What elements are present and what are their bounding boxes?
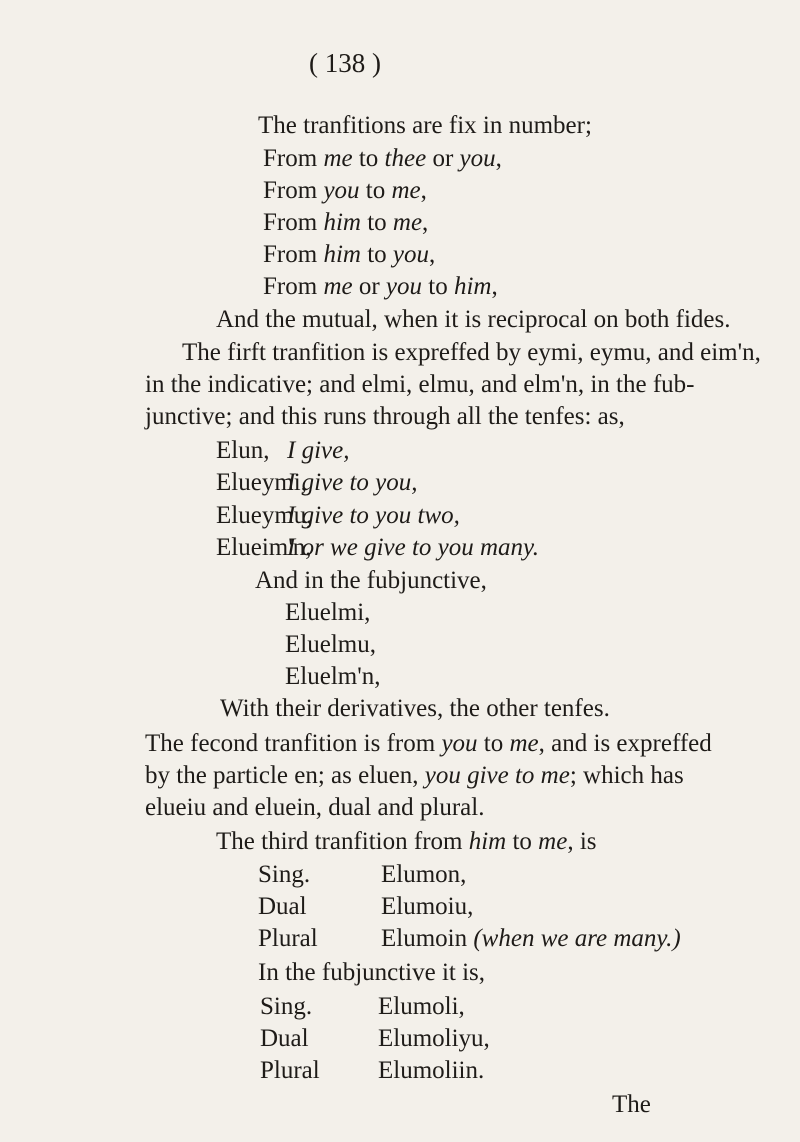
text-line: From you to me, — [263, 177, 427, 204]
number-label: Plural — [258, 925, 318, 952]
paradigm-word: Elumoli, — [378, 993, 465, 1020]
catchword: The — [612, 1091, 651, 1118]
text-line: by the particle en; as eluen, you give to me; which has — [145, 762, 684, 789]
text-line: elueiu and eluein, dual and plural. — [145, 794, 485, 821]
text-line: And the mutual, when it is reciprocal on both fides. — [216, 306, 731, 333]
text-line: With their derivatives, the other tenfes. — [220, 695, 610, 722]
paradigm-gloss: I give to you two, — [287, 502, 460, 529]
paradigm-gloss: I give to you, — [287, 469, 418, 496]
paradigm-word: Elueymu, — [216, 502, 313, 529]
paradigm-word: Eluelmu, — [285, 631, 376, 658]
paradigm-word: Elueim'n, — [216, 534, 312, 561]
text-line: in the indicative; and elmi, elmu, and elm'n, in the fub- — [145, 371, 695, 398]
paradigm-gloss: I give, — [287, 437, 350, 464]
paradigm-word: Elumoliin. — [378, 1057, 485, 1084]
number-label: Dual — [260, 1025, 309, 1052]
text-line: The third tranfition from him to me, is — [216, 828, 597, 855]
paradigm-word: Eluelmi, — [285, 599, 371, 626]
text-line: The fecond tranfition is from you to me, and is expreffed — [145, 730, 712, 757]
number-label: Plural — [260, 1057, 320, 1084]
paradigm-word: Elun, — [216, 437, 270, 464]
text-line: From him to me, — [263, 209, 429, 236]
number-label: Sing. — [258, 861, 311, 888]
paradigm-word: Elueymi, — [216, 469, 307, 496]
number-label: Dual — [258, 893, 307, 920]
paradigm-word: Elumoliyu, — [378, 1025, 490, 1052]
page-number: ( 138 ) — [309, 48, 381, 78]
text-line: From me to thee or you, — [263, 145, 502, 172]
paradigm-gloss: I or we give to you many. — [287, 534, 540, 561]
paradigm-word: Eluelm'n, — [285, 663, 381, 690]
text-line: junctive; and this runs through all the tenfes: as, — [145, 403, 625, 430]
text-line: From me or you to him, — [263, 273, 498, 300]
text-line: In the fubjunctive it is, — [258, 959, 486, 986]
paradigm-word: Elumon, — [381, 861, 467, 888]
paradigm-word: Elumoiu, — [381, 893, 474, 920]
paradigm-word: Elumoin (when we are many.) — [381, 925, 681, 952]
text-line: From him to you, — [263, 241, 436, 268]
text-line: The firft tranfition is expreffed by eymi, eymu, and eim'n, — [182, 339, 761, 366]
text-line: The tranfitions are fix in number; — [258, 112, 592, 139]
text-line: And in the fubjunctive, — [255, 567, 487, 594]
number-label: Sing. — [260, 993, 313, 1020]
